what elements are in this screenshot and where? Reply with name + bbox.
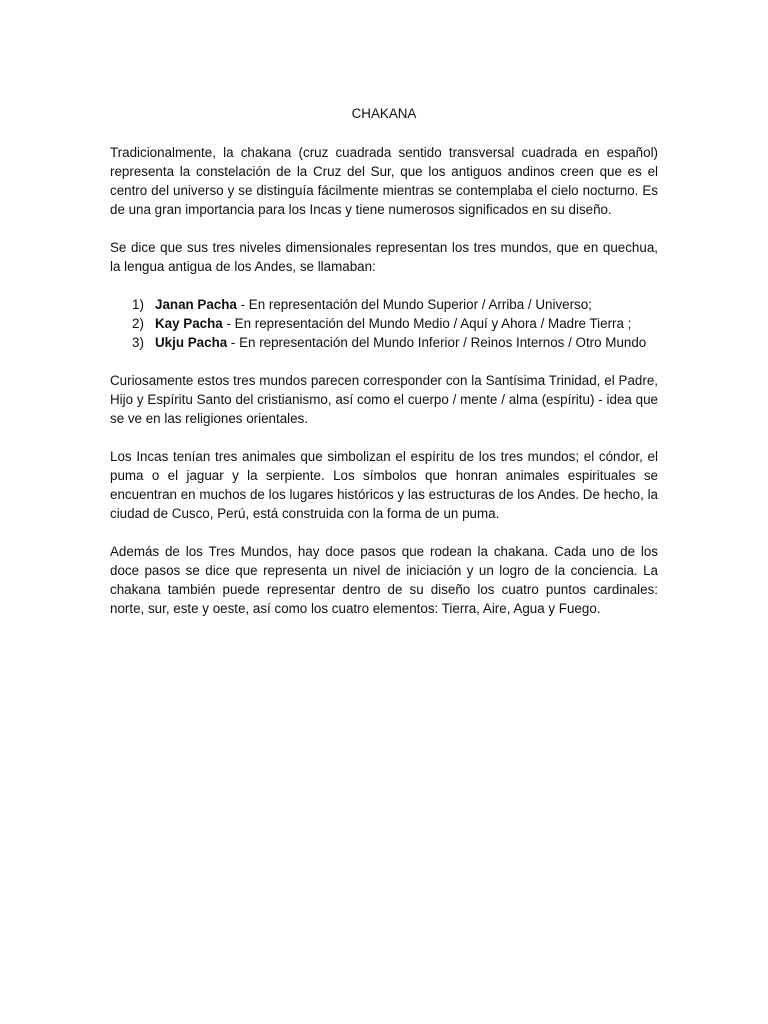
list-item-description: - En representación del Mundo Medio / Aquí y Ahora / Madre Tierra ; [222,316,632,331]
list-item [110,333,658,352]
list-item [110,314,658,333]
list-item [110,295,658,314]
list-item-description: - En representación del Mundo Superior / Arriba / Universo; [236,297,592,312]
list-item-number: 3) [132,335,144,350]
worlds-list [110,295,658,352]
paragraph-trinity: Curiosamente estos tres mundos parecen corresponder con la Santísima Trinidad, el Padre, Hijo y Espíritu Santo del cristianismo, así como el cuerpo / mente / alma (espíritu) - idea que se ve en las religiones orientales. [110,373,658,426]
paragraph-twelve-steps: Además de los Tres Mundos, hay doce pasos que rodean la chakana. Cada uno de los doce pasos se dice que representa un nivel de iniciación y un logro de la conciencia. La chakana también puede representar dentro de su diseño los cuatro puntos cardinales: norte, sur, este y oeste, así como los cuatro elementos: Tierra, Aire, Agua y Fuego. [110,544,658,616]
list-item-term: Ukju Pacha [155,335,228,350]
list-item-term: Kay Pacha [155,316,223,331]
list-item-term: Janan Pacha [155,297,237,312]
document-page [110,104,658,637]
list-item-description: - En representación del Mundo Inferior / Reinos Internos / Otro Mundo [227,335,647,350]
paragraph-three-worlds: Se dice que sus tres niveles dimensionales representan los tres mundos, que en quechua, la lengua antigua de los Andes, se llamaban: [110,240,658,274]
paragraph-animals: Los Incas tenían tres animales que simbolizan el espíritu de los tres mundos; el cóndor, el puma o el jaguar y la serpiente. Los símbolos que honran animales espirituales se encuentran en muchos de los lugares históricos y las estructuras de los Andes. De hecho, la ciudad de Cusco, Perú, está construida con la forma de un puma. [110,449,658,521]
paragraph-intro: Tradicionalmente, la chakana (cruz cuadrada sentido transversal cuadrada en español) representa la constelación de la Cruz del Sur, que los antiguos andinos creen que es el centro del universo y se distinguía fácilmente mientras se contemplaba el cielo nocturno. Es de una gran importancia para los Incas y tiene numerosos significados en su diseño. [110,145,658,217]
document-title: CHAKANA [351,106,417,121]
list-item-number: 2) [132,316,144,331]
list-item-number: 1) [132,297,144,312]
